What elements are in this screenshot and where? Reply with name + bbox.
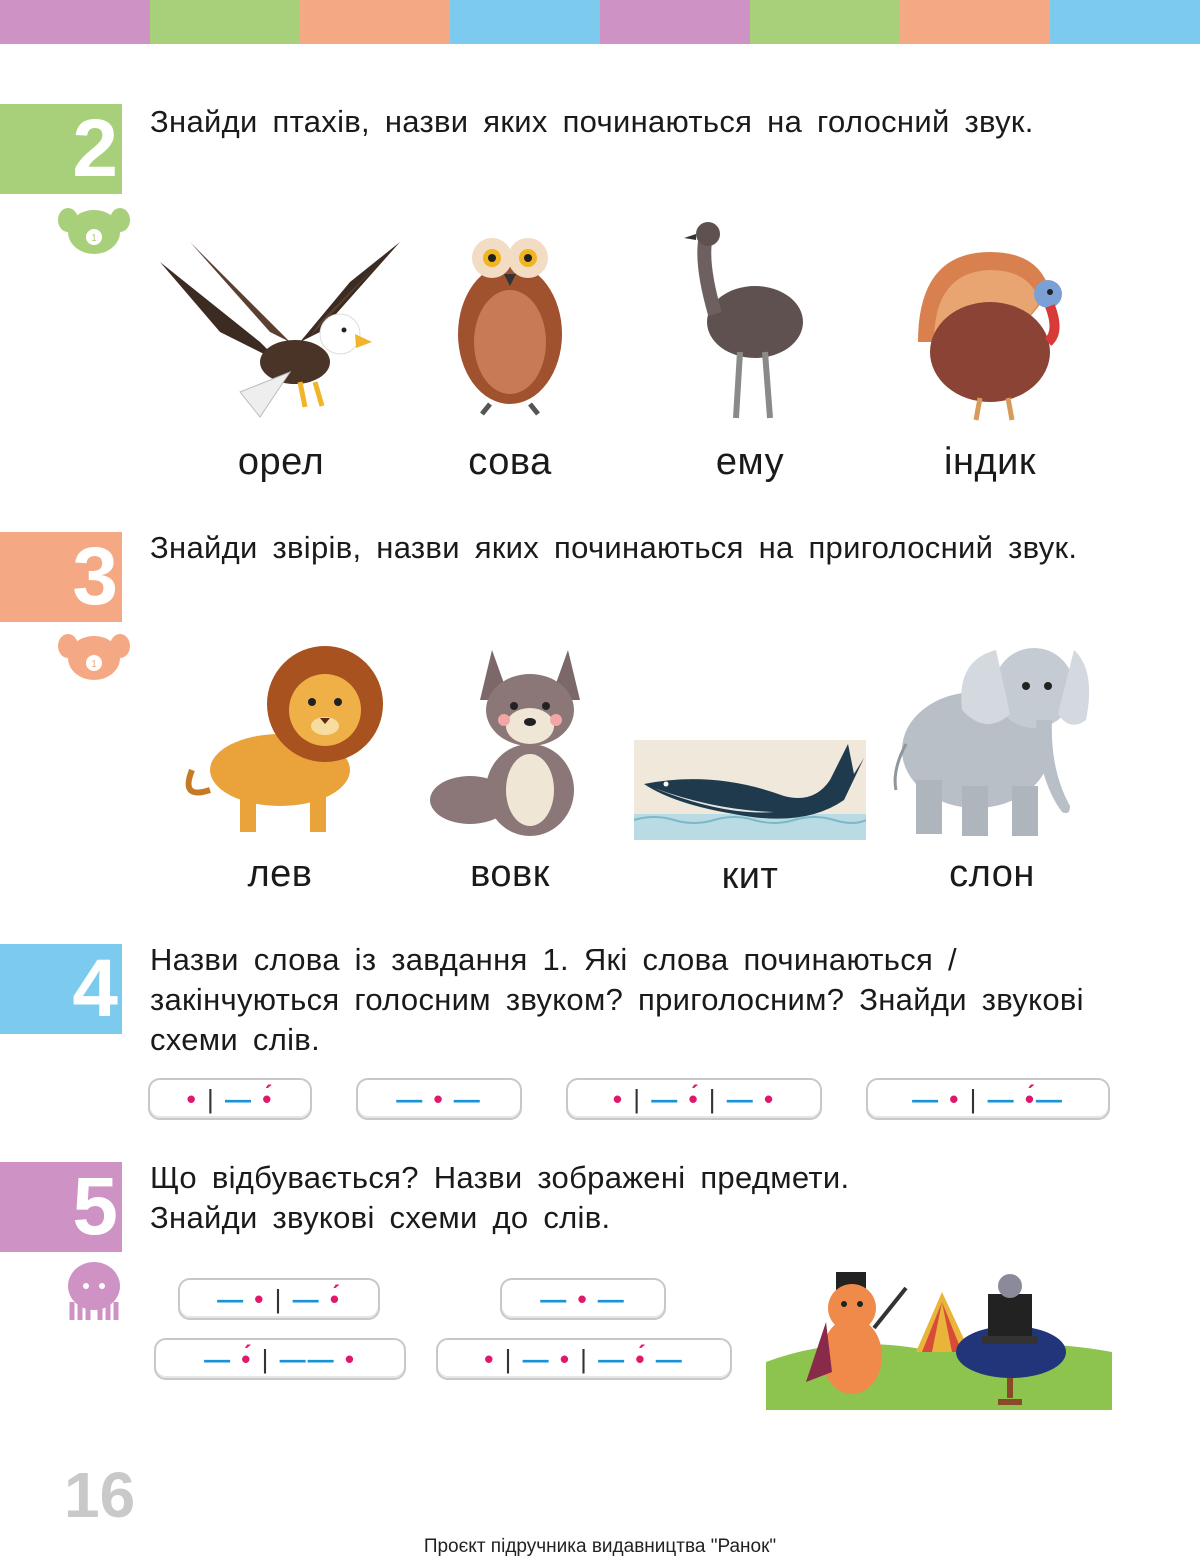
stripe: [1050, 0, 1200, 44]
sound-scheme[interactable]: — • | — •́: [178, 1278, 380, 1320]
octopus-icon: [66, 1262, 122, 1322]
stripe: [300, 0, 450, 44]
word-turkey: індик: [944, 441, 1036, 483]
stripe: [900, 0, 1050, 44]
stripe: [600, 0, 750, 44]
sound-scheme[interactable]: — • —: [356, 1078, 522, 1120]
whale-card: [634, 740, 866, 898]
stripe: [750, 0, 900, 44]
word-owl: сова: [468, 441, 552, 483]
sound-scheme[interactable]: • | — •́ | — •: [566, 1078, 822, 1120]
svg-text:1: 1: [91, 659, 97, 670]
owl-card: [430, 222, 590, 484]
header-color-stripes: [0, 0, 1200, 44]
lion-image: [170, 640, 390, 840]
eagle-card: [150, 222, 412, 484]
word-eagle: орел: [237, 441, 325, 483]
task-2-number: 2: [0, 104, 122, 194]
svg-text:1: 1: [91, 233, 97, 244]
word-lion: лев: [247, 853, 313, 895]
task-4-instruction: Назви слова із завдання 1. Які слова починаються / закінчуються голосним звуком? приголосним? Знайди звукові схеми слів.: [150, 942, 1084, 1057]
stripe: [450, 0, 600, 44]
turkey-image: [900, 222, 1080, 422]
task-3-number: 3: [0, 532, 122, 622]
wolf-card: [420, 640, 600, 896]
sound-scheme[interactable]: • | — •́: [148, 1078, 312, 1120]
lion-card: [170, 640, 390, 896]
whale-image: [634, 740, 866, 840]
task-5-instruction: Що відбувається? Назви зображені предмети. Знайди звукові схеми до слів.: [150, 1160, 850, 1235]
elephant-card: [886, 640, 1098, 896]
footer-publisher-note: Проєкт підручника видавництва "Ранок": [423, 1536, 777, 1557]
task-3-instruction: Знайди звірів, назви яких починаються на приголосний звук.: [150, 530, 1078, 565]
word-wolf: вовк: [470, 853, 550, 895]
eagle-image: [150, 222, 412, 422]
task-2-instruction: Знайди птахів, назви яких починаються на голосний звук.: [150, 104, 1034, 139]
word-emu: ему: [715, 441, 785, 483]
turkey-card: [900, 222, 1080, 484]
circus-cat-magician-image: [766, 1252, 1112, 1410]
elephant-image: [886, 640, 1098, 840]
sound-scheme[interactable]: — • | — •́ —: [866, 1078, 1110, 1120]
emu-card: [670, 222, 830, 484]
sound-scheme[interactable]: — •́ | —— •: [154, 1338, 406, 1380]
sound-scheme[interactable]: — • —: [500, 1278, 666, 1320]
sound-scheme[interactable]: • | — • | — •́ —: [436, 1338, 732, 1380]
emu-image: [670, 222, 830, 422]
wolf-image: [420, 640, 600, 840]
word-whale: кит: [721, 855, 779, 897]
stripe: [150, 0, 300, 44]
dog-head-icon: [58, 630, 130, 680]
dog-head-icon: [58, 204, 130, 254]
word-elephant: слон: [949, 853, 1035, 895]
task-5-number: 5: [0, 1162, 122, 1252]
task-4-number: 4: [0, 944, 122, 1034]
owl-image: [430, 222, 590, 422]
page-number: 16: [64, 1459, 136, 1531]
stripe: [0, 0, 150, 44]
